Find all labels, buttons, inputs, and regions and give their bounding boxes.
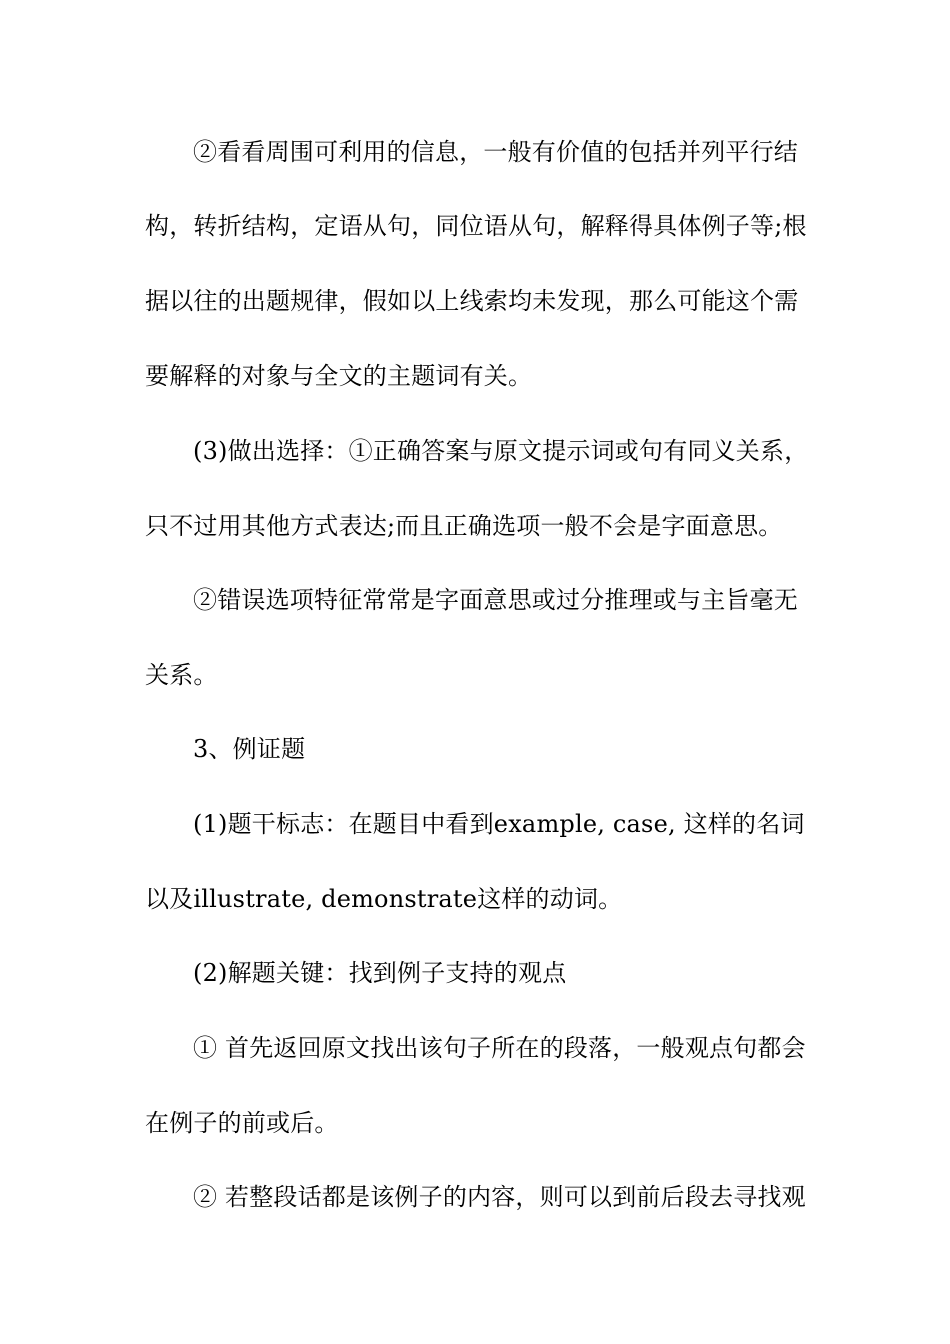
- text-line: 在例子的前或后。: [145, 1109, 339, 1137]
- text-line: 只不过用其他方式表达;而且正确选项一般不会是字面意思。: [145, 512, 783, 540]
- text-line: 关系。: [145, 661, 218, 689]
- text-line: ②看看周围可利用的信息，一般有价值的包括并列平行结: [193, 138, 798, 166]
- text-line: 以及illustrate, demonstrate这样的动词。: [145, 885, 623, 913]
- text-line: 构，转折结构，定语从句，同位语从句，解释得具体例子等;根: [145, 212, 807, 240]
- text-line: ②错误选项特征常常是字面意思或过分推理或与主旨毫无: [193, 586, 798, 614]
- text-line: (3)做出选择：①正确答案与原文提示词或句有同义关系，: [193, 437, 809, 465]
- text-line: (2)解题关键：找到例子支持的观点: [193, 959, 567, 987]
- text-line: ② 若整段话都是该例子的内容，则可以到前后段去寻找观: [193, 1183, 806, 1211]
- section-heading: 3、例证题: [193, 735, 306, 763]
- text-line: ① 首先返回原文找出该句子所在的段落，一般观点句都会: [193, 1034, 806, 1062]
- text-line: 据以往的出题规律，假如以上线索均未发现，那么可能这个需: [145, 287, 799, 315]
- text-line: (1)题干标志：在题目中看到example, case, 这样的名词: [193, 810, 805, 838]
- text-line: 要解释的对象与全文的主题词有关。: [145, 362, 533, 390]
